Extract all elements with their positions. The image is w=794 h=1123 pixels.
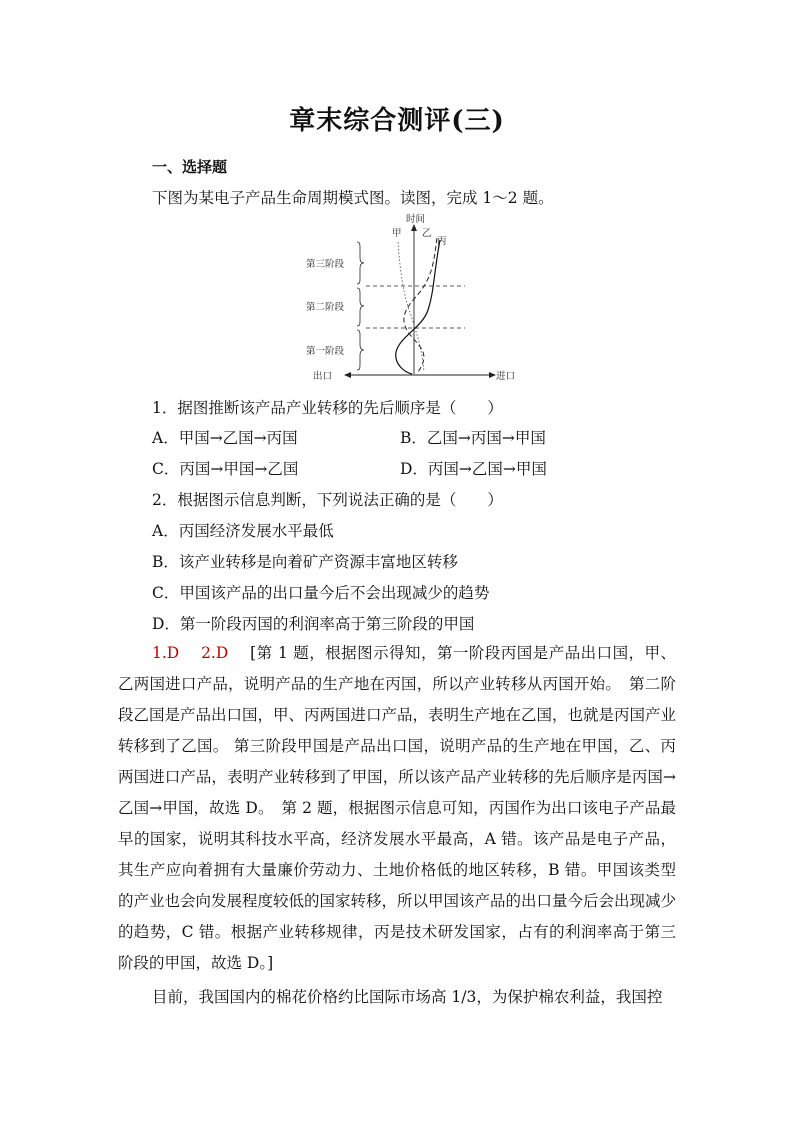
question-1-option-b: B．乙国→丙国→甲国 bbox=[400, 429, 546, 447]
question-1-option-c: C．丙国→甲国→乙国 bbox=[152, 460, 299, 478]
stage-braces bbox=[357, 242, 364, 370]
import-label: 进口 bbox=[496, 371, 516, 382]
question-2-option-d: D．第一阶段丙国的利润率高于第三阶段的甲国 bbox=[152, 615, 475, 633]
export-label: 出口 bbox=[313, 371, 333, 382]
export-arrow bbox=[344, 372, 351, 378]
time-axis-label: 时间 bbox=[406, 214, 426, 225]
question-1-option-a: A．甲国→乙国→丙国 bbox=[152, 429, 298, 447]
curve-jia-label: 甲 bbox=[392, 228, 402, 239]
curve-yi-label: 乙 bbox=[422, 228, 432, 239]
answer-key-1: 1.D bbox=[152, 644, 180, 662]
curve-bing-label: 丙 bbox=[437, 236, 447, 247]
page-title: 章末综合测评(三) bbox=[289, 106, 505, 136]
stage2-label: 第二阶段 bbox=[306, 302, 345, 313]
product-lifecycle-figure bbox=[300, 212, 530, 387]
stage3-label: 第三阶段 bbox=[306, 259, 345, 270]
curve-yi bbox=[404, 238, 437, 372]
curve-bing bbox=[396, 240, 440, 374]
curve-jia bbox=[398, 242, 424, 372]
question-intro: 下图为某电子产品生命周期模式图。读图，完成 1～2 题。 bbox=[152, 189, 554, 207]
question-1-stem: 1．据图推断该产品产业转移的先后顺序是（ ） bbox=[152, 399, 503, 417]
answer-key-2: 2.D bbox=[201, 644, 229, 662]
stage1-label: 第一阶段 bbox=[306, 346, 345, 357]
time-axis-arrow bbox=[411, 224, 417, 231]
answer-explanation bbox=[118, 638, 676, 979]
import-arrow bbox=[489, 372, 496, 378]
question-1-option-d: D．丙国→乙国→甲国 bbox=[400, 460, 547, 478]
next-paragraph: 目前，我国国内的棉花价格约比国际市场高 1/3，为保护棉农利益，我国控 bbox=[152, 988, 663, 1006]
question-2-option-b: B．该产业转移是向着矿产资源丰富地区转移 bbox=[152, 553, 458, 571]
question-2-stem: 2．根据图示信息判断，下列说法正确的是（ ） bbox=[152, 491, 503, 509]
question-2-option-c: C．甲国该产品的出口量今后不会出现减少的趋势 bbox=[152, 584, 490, 602]
question-2-option-a: A．丙国经济发展水平最低 bbox=[152, 522, 334, 540]
answer-text: [第 1 题，根据图示得知，第一阶段丙国是产品出口国，甲、乙两国进口产品，说明产品的生产地在丙国，所以产业转移从丙国开始。 第二阶段乙国是产品出口国，甲、丙两国进口产品，表明生产地在乙国，也就是丙国产业转移到了乙国。 第三阶段甲国是产品出口国，说明产品的生产地在甲国，乙、丙两国进口产品，表明产业转移到了甲国，所以该产品产业转移的先后顺序是丙国→乙国→甲国，故选 D。 第 2 题，根据图示信息可知，丙国作为出口该电子产品最早的国家，说明其科技水平高，经济发展水平最高，A 错。该产品是电子产品，其生产应向着拥有大量廉价劳动力、土地价格低的地区转移，B 错。甲国该类型的产业也会向发展程度较低的国家转移，所以甲国该产品的出口量今后会出现减少的趋势，C 错。根据产业转移规律，丙是技术研发国家，占有的利润率高于第三阶段的甲国，故选 D。] bbox=[118, 644, 677, 972]
section-heading: 一、选择题 bbox=[152, 158, 228, 176]
